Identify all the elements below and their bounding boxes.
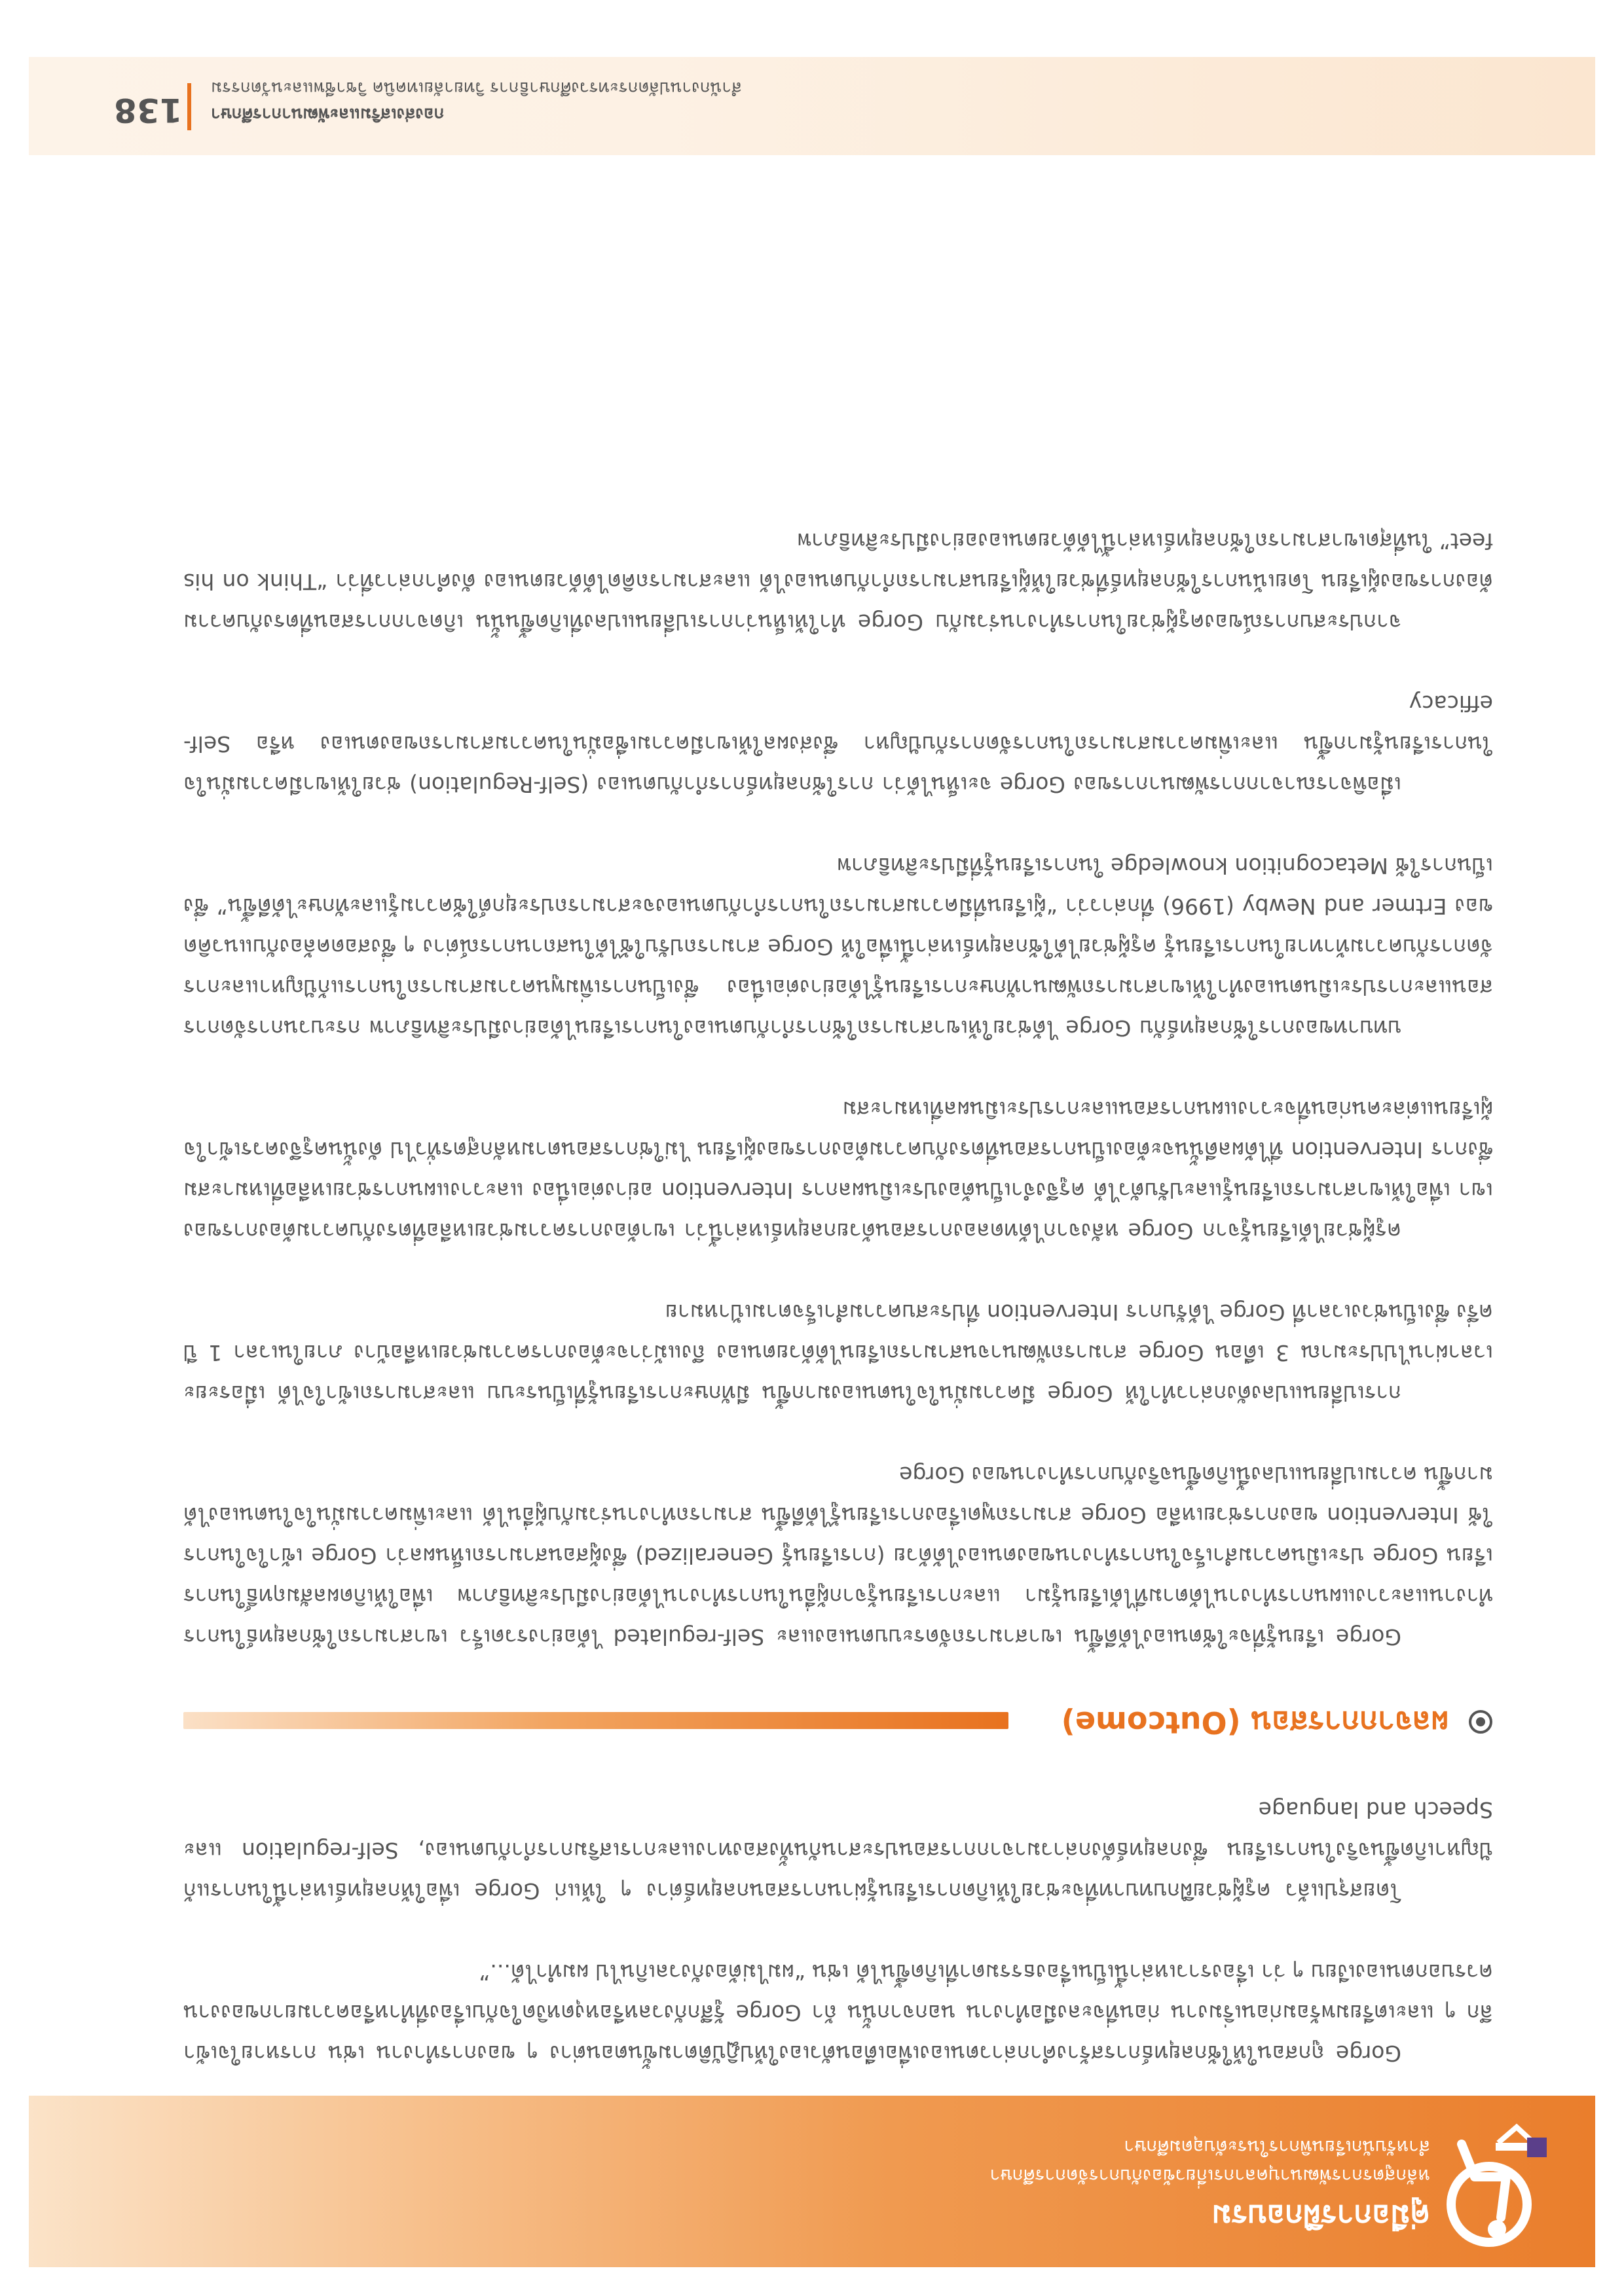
footer-organization: สำนักงานปลัดกระทรวงศึกษาธิการ วิทยาลัยเทคนิค วิชาชีพและนวัตกรรม (211, 78, 742, 98)
header-title: คู่มือการฝึกอบรม (1211, 2198, 1430, 2234)
section-heading (183, 1690, 1493, 1749)
paragraph: การเปลี่ยนแปลงดังกล่าวทำให้ Gorge มีความมั่นใจในตนเองมากขึ้น มีทักษะการเรียนรู้ที่เป็นระบบ และสามารถเข้าใจได้ เมื่อระยะเวลาผ่านไปประมาณ 3 เดือน Gorge สามารถพัฒนาจนสามารถเรียนได้ด้วยตนเอง ถึงแม้ว่าจะต้องการความช่วยเหลือบ้าง ภายในเวลา 1 ปีครึ่ง ซึ่งเป็นช่วงเวลาที่ Gorge ได้รับการ Intervention ที่ประสบความสำเร็จตามเป้าหมาย (183, 1300, 1493, 1406)
paragraph: ครูผู้ช่วยได้เรียนรู้จาก Gorge หลังจากได้ทดลองการสอนด้วยกลยุทธ์เหล่านี้ว่า เขาต้องการความช่วยเหลือที่ตรงกับความต้องการของเขา เพื่อให้เขาสามารถเรียนรู้และปรับตัวได้ ครูจึงจำเป็นต้องประเมินผลการ Intervention อย่างต่อเนื่อง และวางแผนการช่วยเหลือที่เหมาะสม ซึ่งการ Intervention ที่ได้ผลดีนั้นจะต้องเป็นการสอนที่ตรงกับความต้องการของผู้เรียน ไม่ใช่การสอนตามหลักสูตรทั่วไป ดังนั้นครูจึงควรเข้าใจผู้เรียนแต่ละคนก่อนที่จะวางแผนการสอนและการประเมินผลที่เหมาะสม (183, 1097, 1493, 1244)
header-subtitle-line2: สำหรับนักเรียนพิการในระดับอุดมศึกษา (1124, 2136, 1430, 2158)
target-bullet-icon (1468, 1709, 1493, 1734)
footer-divider (187, 83, 191, 130)
page-footer (29, 57, 1595, 155)
section-divider-bar (183, 1712, 1008, 1729)
paragraph: Gorge เรียนรู้ที่จะใช้ตนเองได้ดีขึ้น เขาสามารถจัดระบบตนเองและ Self-regulated ได้อย่างรวดเร็ว เขาสามารถใช้กลยุทธ์ในการทำงานและวางแผนการทำงานได้ตามที่ได้เรียนรู้มา และการเรียนรู้จากผู้อื่นในการทำงานได้อย่างมีประสิทธิภาพ เพื่อให้เกิดผลสัมฤทธิ์ในการเรียน Gorge ประเมินความสำเร็จในการทำงานของตนเองได้ด้วย (การเรียนรู้ Generalized) ซึ่งผู้สอนสามารถเห็นผลว่า Gorge เข้าใจในการใช้ Intervention ของการช่วยเหลือ Gorge สามารถพูดเรื่องการเรียนรู้ได้ดีขึ้น สามารถทำงานร่วมกับผู้อื่นได้ และเพิ่มความมั่นใจในตนเองได้มากขึ้น ความเปลี่ยนแปลงนี้เกิดขึ้นจริงกับการทำงานของ Gorge (183, 1462, 1493, 1650)
page-header (29, 2096, 1595, 2267)
header-subtitle-line1: หลักสูตรการพัฒนาบุคลากรเกี่ยวข้องกับการจัดการศึกษา (989, 2165, 1430, 2187)
section-title: ผลจากการสอน (Outcome) (1061, 1705, 1449, 1740)
paragraph: จากประสบการณ์ของครูผู้ช่วยในการทำงานร่วมกับ Gorge ทำให้เห็นว่าการเปลี่ยนแปลงที่เกิดขึ้นนั้น เกิดจากการสอนที่ตรงกับความต้องการของผู้เรียน โดยเน้นการใช้กลยุทธ์ที่ช่วยให้ผู้เรียนสามารถกำกับตนเองได้ และสามารถคิดได้ด้วยตนเอง ดังคำกล่าวที่ว่า “Think on his feet” ในที่สุดเขาสามารถใช้กลยุทธ์เหล่านี้ได้ด้วยตนเองอย่างมีประสิทธิภาพ (183, 528, 1493, 635)
disability-wheelchair-logo-icon (1442, 2118, 1553, 2255)
paragraph: บทบาทของการใช้กลยุทธ์กับ Gorge ได้ช่วยให้เขาสามารถใช้การกำกับตนเองในการเรียนได้อย่างมีประสิทธิภาพ กระบวนการจัดการสอนและการประเมินตนเองทำให้เขาสามารถพัฒนาทักษะการเรียนรู้ได้อย่างต่อเนื่อง ซึ่งเป็นการเพิ่มพูนความสามารถในการแก้ปัญหาและการจัดการกับความท้าทายในการเรียนรู้ ครูผู้ช่วยได้ใช้กลยุทธ์เหล่านี้เพื่อให้ Gorge สามารถปรับใช้ได้ในสถานการณ์ต่าง ๆ ซึ่งสอดคล้องกับแนวคิดของ Ertmer and Newby (1996) ที่กล่าวว่า “ผู้เรียนที่มีความสามารถในการกำกับตนเองจะสามารถประยุกต์ใช้ความรู้และทักษะได้ดีขึ้น” ซึ่งเป็นการใช้ Metacognition knowledge ในการเรียนรู้ที่มีประสิทธิภาพ (183, 853, 1493, 1041)
paragraph: Gorge ถูกสอนให้ใช้กลยุทธ์การสร้างคำกล่าวตนเองเพื่อเตือนตัวเองให้ปฏิบัติตามขั้นตอนต่าง ๆ ของการทำงาน เช่น การหายใจเข้าลึก ๆ และเตรียมพร้อมก่อนเริ่มงาน ก่อนที่จะลงมือทำงาน นอกจากนั้น ถ้า Gorge รู้สึกกังวลหรือหงุดหงิดใจกับเรื่องที่ทำหรือความยากของงาน ควรบอกตนเองเงียบ ๆ ว่า เรื่องราวเหล่านี้เป็นเรื่องธรรมดาที่เกิดขึ้นได้ เช่น “ผมไม่ต้องกังวลเกินไป ผมทำได้...” (183, 1959, 1493, 2066)
main-content (183, 480, 1493, 2073)
paragraph: โดยสรุปแล้ว ครูผู้ช่วยฝึกบทบาทที่จะช่วยให้เกิดการเรียนรู้ผ่านการสอนกลยุทธ์ต่าง ๆ ให้แก่ Gorge เพื่อให้กลยุทธ์เหล่านี้ในการแก้ปัญหาเกิดขึ้นจริงในการเรียน ซึ่งกลยุทธ์ดังกล่าวมาจากการสอนประสานกันทั้งสองทางและการเสริมการกำกับตนเอง, Self-regulation และ Speech and language (183, 1797, 1493, 1904)
paragraph: เมื่อพิจารณาจากการพัฒนาการของ Gorge จะเห็นได้ว่า การใช้กลยุทธ์การกำกับตนเอง (Self-Regulation) ช่วยให้เขามีความมั่นใจในการเรียนรู้มากขึ้น และเพิ่มความสามารถในการจัดการกับปัญหา ซึ่งส่งผลให้เขามีความเชื่อมั่นในความสามารถของตนเอง หรือ Self-efficacy (183, 691, 1493, 797)
footer-department: กองส่งเสริมและพัฒนาการศึกษา (211, 104, 445, 124)
page-number: 138 (114, 91, 183, 129)
